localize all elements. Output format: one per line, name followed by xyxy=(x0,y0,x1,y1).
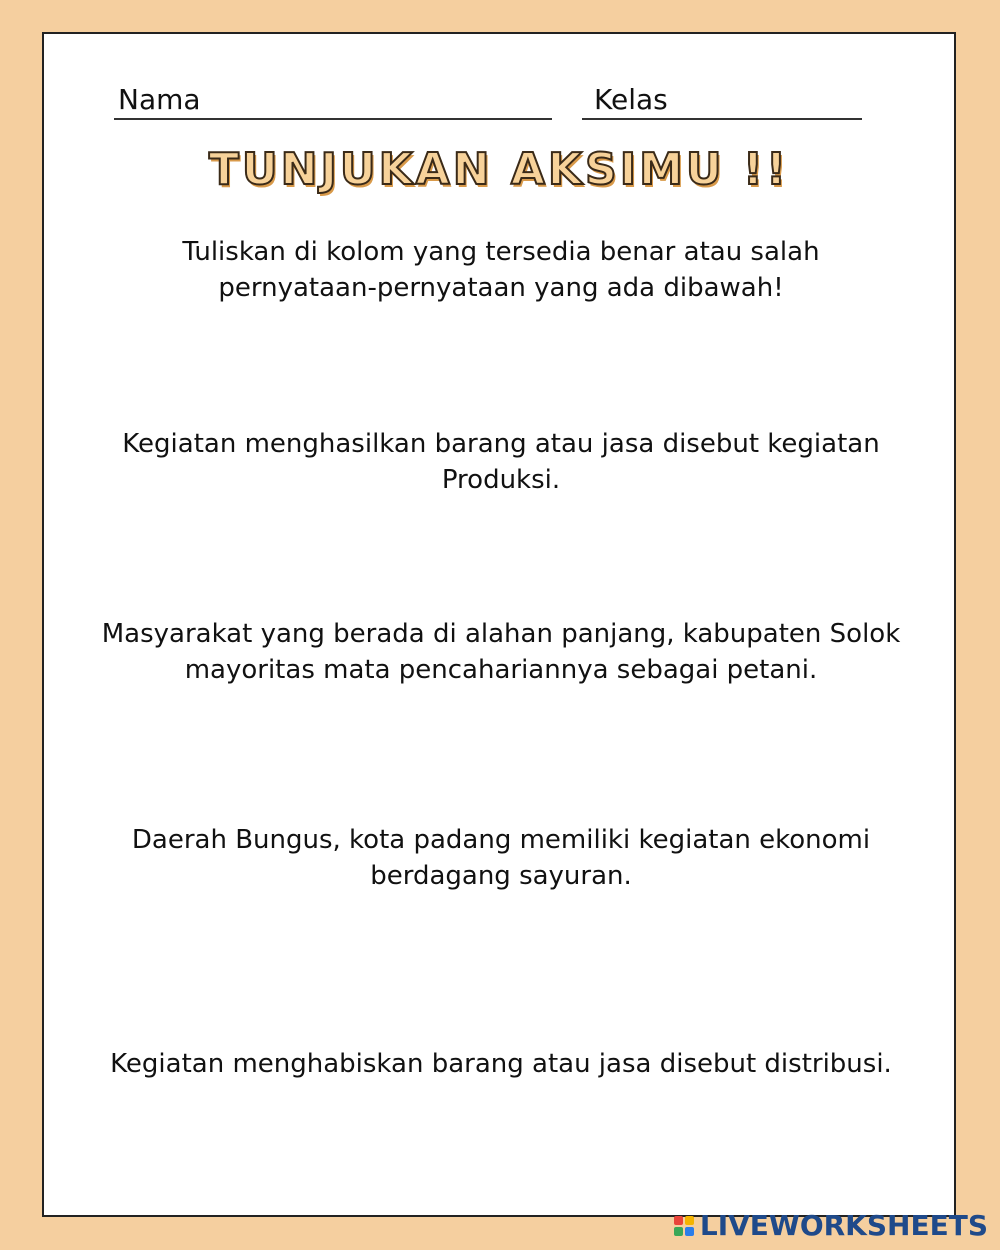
instruction-line-1: Tuliskan di kolom yang tersedia benar atau salah xyxy=(182,237,820,267)
liveworksheets-logo xyxy=(674,1209,988,1242)
name-label: Nama xyxy=(118,83,201,116)
statement-2 xyxy=(64,616,938,688)
class-label: Kelas xyxy=(594,83,668,116)
logo-square xyxy=(674,1216,683,1225)
statement-line: Daerah Bungus, kota padang memiliki kegiatan ekonomi xyxy=(131,825,871,855)
statement-1 xyxy=(64,426,938,498)
logo-square xyxy=(674,1227,683,1236)
class-field[interactable] xyxy=(582,83,862,120)
logo-square xyxy=(685,1227,694,1236)
statement-4 xyxy=(64,1046,938,1082)
statement-line: Masyarakat yang berada di alahan panjang, kabupaten Solok xyxy=(101,619,901,649)
liveworksheets-wordmark: LIVEWORKSHEETS xyxy=(699,1209,988,1242)
logo-square xyxy=(685,1216,694,1225)
statement-line: Produksi. xyxy=(441,465,561,495)
name-field[interactable] xyxy=(114,83,552,120)
statement-line: berdagang sayuran. xyxy=(370,861,632,891)
statement-line: mayoritas mata pencahariannya sebagai petani. xyxy=(184,655,818,685)
worksheet-title: TUNJUKAN AKSIMU !! xyxy=(208,144,790,195)
instruction-text xyxy=(104,234,898,306)
worksheet-page xyxy=(42,32,956,1217)
statement-3 xyxy=(64,822,938,894)
instruction-line-2: pernyataan-pernyataan yang ada dibawah! xyxy=(218,273,784,303)
statement-line: Kegiatan menghabiskan barang atau jasa disebut distribusi. xyxy=(110,1049,892,1079)
statement-line: Kegiatan menghasilkan barang atau jasa disebut kegiatan xyxy=(122,429,880,459)
liveworksheets-icon xyxy=(674,1216,694,1236)
